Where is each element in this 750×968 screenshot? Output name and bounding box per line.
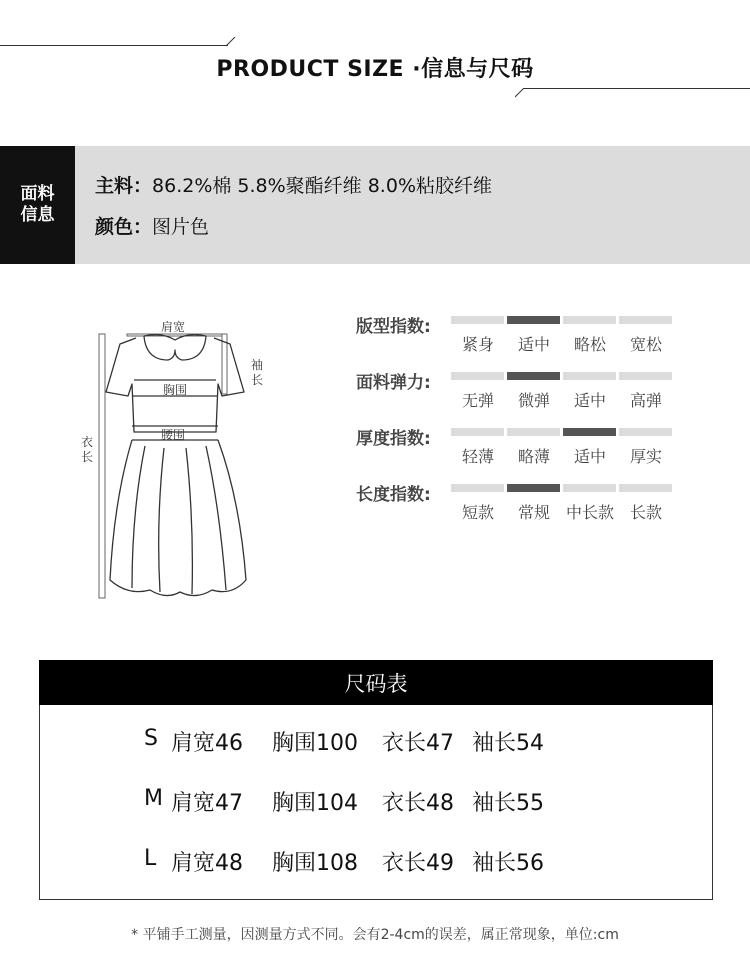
material-key: 主料： <box>95 175 153 197</box>
label-length-2: 长 <box>80 450 93 464</box>
fabric-info-label <box>0 146 75 264</box>
page-title: PRODUCT SIZE ·信息与尺码 <box>216 57 534 82</box>
index-bar <box>451 316 504 324</box>
size-measurement: 胸围104 <box>272 791 358 816</box>
size-measurement: 袖长55 <box>472 791 544 816</box>
size-measurement: 肩宽48 <box>171 851 243 876</box>
index-bar <box>451 484 504 492</box>
header-line-left <box>0 45 228 46</box>
index-option-label: 厚实 <box>629 447 662 466</box>
size-measurement: 衣长48 <box>382 791 454 816</box>
size-label: S <box>144 726 158 751</box>
dress-diagram <box>70 300 290 610</box>
index-option-label: 微弹 <box>517 391 550 410</box>
index-bar <box>563 316 616 324</box>
index-option-label: 中长款 <box>565 503 614 522</box>
index-option-label: 略松 <box>573 335 606 354</box>
size-label: L <box>144 846 157 871</box>
size-measurement: 衣长49 <box>382 851 454 876</box>
index-bar <box>619 484 672 492</box>
index-bar <box>563 372 616 380</box>
size-measurement: 胸围100 <box>272 731 358 756</box>
fabric-label-line1: 面料 <box>20 184 55 204</box>
index-title: 厚度指数: <box>356 429 431 449</box>
index-bar <box>563 484 616 492</box>
index-option-label: 紧身 <box>461 335 494 354</box>
label-length-1: 衣 <box>80 435 93 449</box>
label-chest: 胸围 <box>163 383 188 397</box>
index-bar <box>619 316 672 324</box>
index-option-label: 无弹 <box>461 391 494 410</box>
index-option-label: 高弹 <box>629 391 662 410</box>
index-bar <box>451 372 504 380</box>
size-label: M <box>144 786 163 811</box>
index-option-label: 适中 <box>573 391 606 410</box>
color-row <box>95 212 209 239</box>
header-line-right-tick <box>515 88 525 98</box>
index-option-label: 适中 <box>517 335 550 354</box>
index-option-label: 略薄 <box>517 447 550 466</box>
label-length <box>80 435 94 465</box>
fabric-info-band <box>0 146 750 264</box>
size-measurement: 袖长54 <box>472 731 544 756</box>
size-table-title: 尺码表 <box>39 660 713 705</box>
index-bar-selected <box>507 484 560 492</box>
index-title: 版型指数: <box>356 317 431 337</box>
size-measurement: 肩宽46 <box>171 731 243 756</box>
index-bar <box>507 428 560 436</box>
index-bar-selected <box>507 372 560 380</box>
index-title: 长度指数: <box>356 485 431 505</box>
size-measurement: 肩宽47 <box>171 791 243 816</box>
color-value: 图片色 <box>152 216 210 238</box>
label-shoulder: 肩宽 <box>161 320 186 334</box>
color-key: 颜色： <box>95 216 153 238</box>
size-measurement: 袖长56 <box>472 851 544 876</box>
index-option-label: 常规 <box>517 503 550 522</box>
label-sleeve-2: 长 <box>250 373 263 387</box>
index-bar <box>451 428 504 436</box>
material-row <box>95 171 492 198</box>
index-option-label: 适中 <box>573 447 606 466</box>
index-bar-selected <box>507 316 560 324</box>
index-option-label: 轻薄 <box>461 447 494 466</box>
index-option-label: 长款 <box>629 503 662 522</box>
index-bar <box>619 372 672 380</box>
label-sleeve-1: 袖 <box>250 358 263 372</box>
index-option-label: 短款 <box>461 503 494 522</box>
index-bar <box>619 428 672 436</box>
label-waist: 腰围 <box>161 428 186 442</box>
label-sleeve <box>250 358 264 388</box>
index-title: 面料弹力: <box>356 373 431 393</box>
size-measurement: 胸围108 <box>272 851 358 876</box>
index-bar-selected <box>563 428 616 436</box>
header-line-left-tick <box>226 37 236 47</box>
size-measurement: 衣长47 <box>382 731 454 756</box>
fabric-label-line2: 信息 <box>20 205 55 225</box>
index-option-label: 宽松 <box>629 335 662 354</box>
material-value: 86.2%棉 5.8%聚酯纤维 8.0%粘胶纤维 <box>152 175 492 197</box>
header-line-right <box>524 88 750 89</box>
measurement-note: * 平铺手工测量，因测量方式不同。会有2-4cm的误差，属正常现象，单位:cm <box>131 927 619 943</box>
